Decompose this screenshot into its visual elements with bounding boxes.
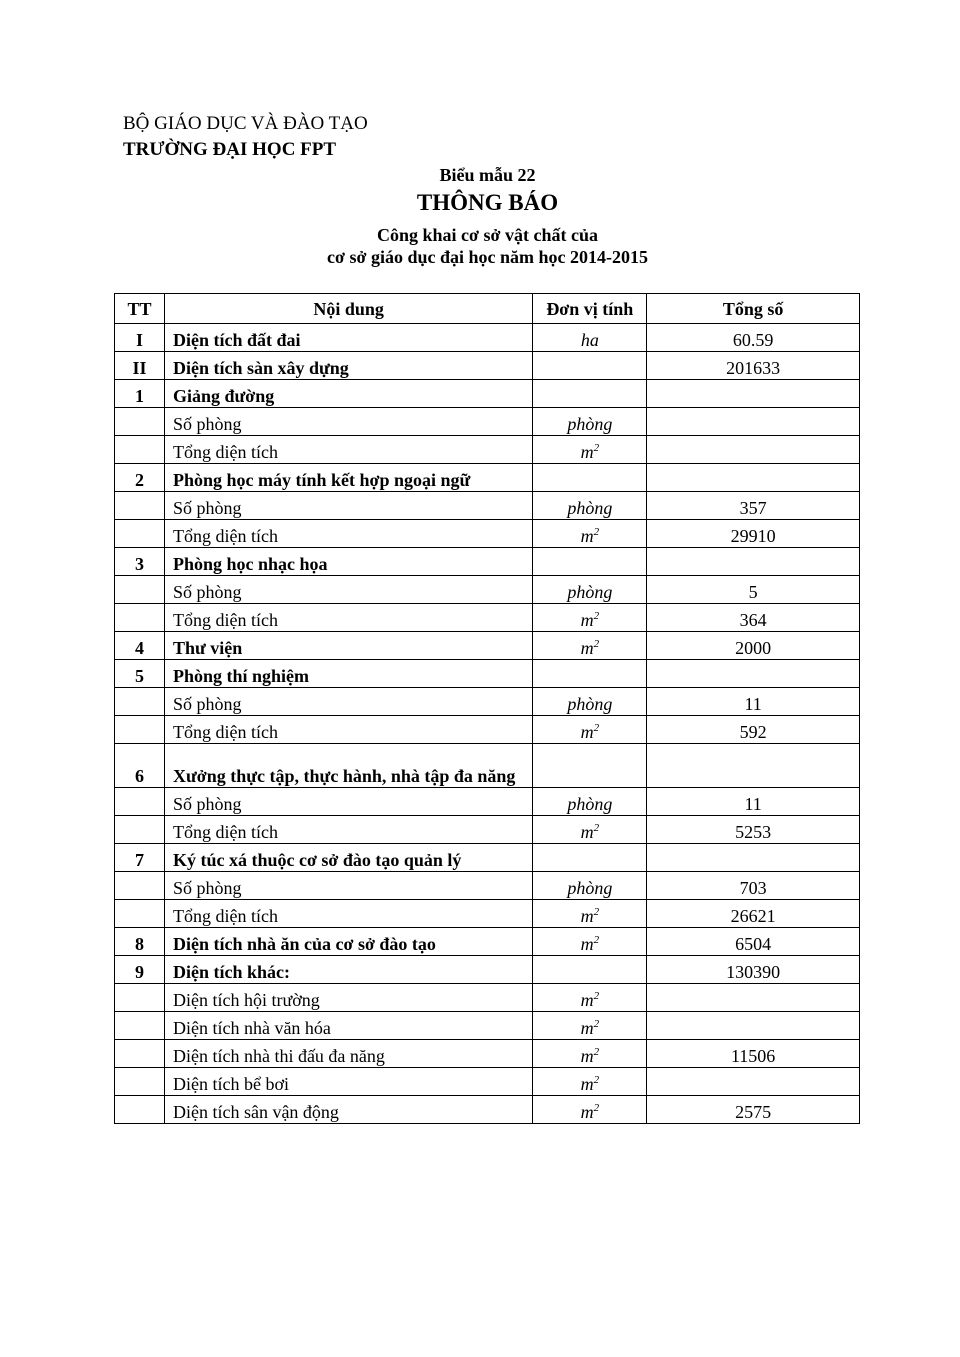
column-header-content: Nội dung [164,294,532,324]
row-content: Diện tích bể bơi [164,1068,532,1096]
row-total: 6504 [647,928,860,956]
row-unit [533,660,647,688]
row-content: Diện tích sàn xây dựng [164,352,532,380]
row-total [647,1012,860,1040]
row-content: Số phòng [164,576,532,604]
unit-text: m [580,1018,594,1038]
row-content: Số phòng [164,872,532,900]
row-content: Phòng học máy tính kết hợp ngoại ngữ [164,464,532,492]
unit-superscript: 2 [593,1018,600,1030]
row-content: Diện tích khác: [164,956,532,984]
row-unit [533,380,647,408]
row-unit [533,604,647,632]
row-number: 6 [115,744,165,788]
subtitle-line-2: cơ sở giáo dục đại học năm học 2014-2015 [327,247,648,267]
unit-text: m [580,526,594,546]
table-header-row [115,294,860,324]
row-unit [533,844,647,872]
row-content: Diện tích hội trường [164,984,532,1012]
unit-text: phòng [567,582,613,602]
row-number: I [115,324,165,352]
unit-text: m [580,1046,594,1066]
row-content: Diện tích đất đai [164,324,532,352]
row-unit [533,928,647,956]
column-header-tt: TT [115,294,165,324]
row-number [115,984,165,1012]
row-unit [533,744,647,788]
row-total: 26621 [647,900,860,928]
row-unit [533,816,647,844]
row-unit [533,520,647,548]
row-unit [533,324,647,352]
row-content: Ký túc xá thuộc cơ sở đào tạo quản lý [164,844,532,872]
row-total [647,744,860,788]
row-total [647,464,860,492]
unit-text: phòng [567,498,613,518]
table-row [115,604,860,632]
row-number: 9 [115,956,165,984]
table-body [115,324,860,1124]
row-total [647,436,860,464]
row-content: Diện tích nhà ăn của cơ sở đào tạo [164,928,532,956]
unit-text: phòng [567,414,613,434]
unit-text: ha [580,330,599,350]
row-total: 703 [647,872,860,900]
row-number [115,1096,165,1124]
unit-superscript: 2 [593,1102,600,1114]
unit-text: m [580,822,594,842]
row-total: 201633 [647,352,860,380]
row-unit [533,688,647,716]
row-content: Giảng đường [164,380,532,408]
row-content: Phòng học nhạc họa [164,548,532,576]
table-row [115,744,860,788]
row-unit [533,1040,647,1068]
row-total: 592 [647,716,860,744]
row-unit [533,788,647,816]
row-number: 7 [115,844,165,872]
subtitle-line-1: Công khai cơ sở vật chất của [377,225,598,245]
table-row [115,324,860,352]
row-number: 4 [115,632,165,660]
row-number: 3 [115,548,165,576]
unit-superscript: 2 [593,610,600,622]
row-total: 5 [647,576,860,604]
row-content: Xưởng thực tập, thực hành, nhà tập đa năng [164,744,532,788]
row-unit [533,576,647,604]
table-row [115,716,860,744]
unit-superscript: 2 [593,442,600,454]
row-number: II [115,352,165,380]
row-total: 11 [647,788,860,816]
table-row [115,464,860,492]
row-unit [533,632,647,660]
row-number [115,1012,165,1040]
table-row [115,928,860,956]
row-total: 5253 [647,816,860,844]
row-total: 130390 [647,956,860,984]
row-unit [533,548,647,576]
row-number [115,788,165,816]
row-total [647,548,860,576]
row-unit [533,492,647,520]
row-content: Tổng diện tích [164,716,532,744]
unit-superscript: 2 [593,906,600,918]
table-row [115,788,860,816]
row-number [115,688,165,716]
row-total [647,380,860,408]
row-number [115,900,165,928]
row-total [647,984,860,1012]
row-unit [533,1012,647,1040]
row-total [647,844,860,872]
row-content: Tổng diện tích [164,604,532,632]
row-number [115,1068,165,1096]
table-row [115,844,860,872]
table-row [115,1068,860,1096]
row-number: 2 [115,464,165,492]
unit-superscript: 2 [593,526,600,538]
row-number: 1 [115,380,165,408]
table-row [115,872,860,900]
row-number: 5 [115,660,165,688]
row-number [115,872,165,900]
row-total: 2575 [647,1096,860,1124]
row-content: Diện tích nhà thi đấu đa năng [164,1040,532,1068]
unit-text: m [580,1102,594,1122]
column-header-total: Tổng số [647,294,860,324]
unit-superscript: 2 [593,822,600,834]
unit-superscript: 2 [593,934,600,946]
row-total [647,660,860,688]
row-content: Số phòng [164,408,532,436]
table-row [115,408,860,436]
unit-text: m [580,442,594,462]
row-number [115,604,165,632]
row-total [647,1068,860,1096]
row-unit [533,956,647,984]
row-number [115,492,165,520]
row-number: 8 [115,928,165,956]
row-unit [533,716,647,744]
table-row [115,816,860,844]
row-content: Số phòng [164,688,532,716]
unit-text: phòng [567,694,613,714]
row-content: Tổng diện tích [164,436,532,464]
table-row [115,1040,860,1068]
row-number [115,408,165,436]
table-row [115,1012,860,1040]
row-unit [533,464,647,492]
row-content: Số phòng [164,788,532,816]
table-row [115,436,860,464]
unit-text: m [580,934,594,954]
table-row [115,576,860,604]
row-content: Diện tích sân vận động [164,1096,532,1124]
row-total: 29910 [647,520,860,548]
row-unit [533,984,647,1012]
row-total: 364 [647,604,860,632]
unit-text: m [580,638,594,658]
row-content: Tổng diện tích [164,900,532,928]
table-row [115,352,860,380]
table-row [115,688,860,716]
ministry-name: BỘ GIÁO DỤC VÀ ĐÀO TẠO [123,113,368,134]
row-total: 357 [647,492,860,520]
table-row [115,956,860,984]
unit-text: m [580,990,594,1010]
row-number [115,716,165,744]
page-title: THÔNG BÁO [416,190,559,215]
row-unit [533,900,647,928]
row-total: 2000 [647,632,860,660]
row-content: Diện tích nhà văn hóa [164,1012,532,1040]
unit-superscript: 2 [593,990,600,1002]
unit-text: m [580,1074,594,1094]
form-number: Biểu mẫu 22 [439,165,536,185]
row-unit [533,1068,647,1096]
table-row [115,984,860,1012]
unit-text: m [580,610,594,630]
table-row [115,1096,860,1124]
table-row [115,632,860,660]
row-unit [533,1096,647,1124]
row-content: Phòng thí nghiệm [164,660,532,688]
row-unit [533,436,647,464]
facilities-table [114,293,860,1124]
row-total [647,408,860,436]
row-total: 11506 [647,1040,860,1068]
unit-superscript: 2 [593,722,600,734]
row-unit [533,352,647,380]
row-content: Thư viện [164,632,532,660]
row-unit [533,872,647,900]
row-number [115,816,165,844]
unit-superscript: 2 [593,1074,600,1086]
table-row [115,660,860,688]
row-number [115,1040,165,1068]
row-number [115,520,165,548]
table-row [115,520,860,548]
row-content: Số phòng [164,492,532,520]
unit-superscript: 2 [593,1046,600,1058]
column-header-unit: Đơn vị tính [533,294,647,324]
row-total: 60.59 [647,324,860,352]
table-row [115,900,860,928]
unit-text: m [580,722,594,742]
table-row [115,492,860,520]
row-total: 11 [647,688,860,716]
table-row [115,380,860,408]
row-number [115,436,165,464]
unit-text: phòng [567,794,613,814]
table-row [115,548,860,576]
row-unit [533,408,647,436]
row-content: Tổng diện tích [164,816,532,844]
row-content: Tổng diện tích [164,520,532,548]
unit-superscript: 2 [593,638,600,650]
unit-text: phòng [567,878,613,898]
unit-text: m [580,906,594,926]
university-name: TRƯỜNG ĐẠI HỌC FPT [123,139,337,160]
row-number [115,576,165,604]
